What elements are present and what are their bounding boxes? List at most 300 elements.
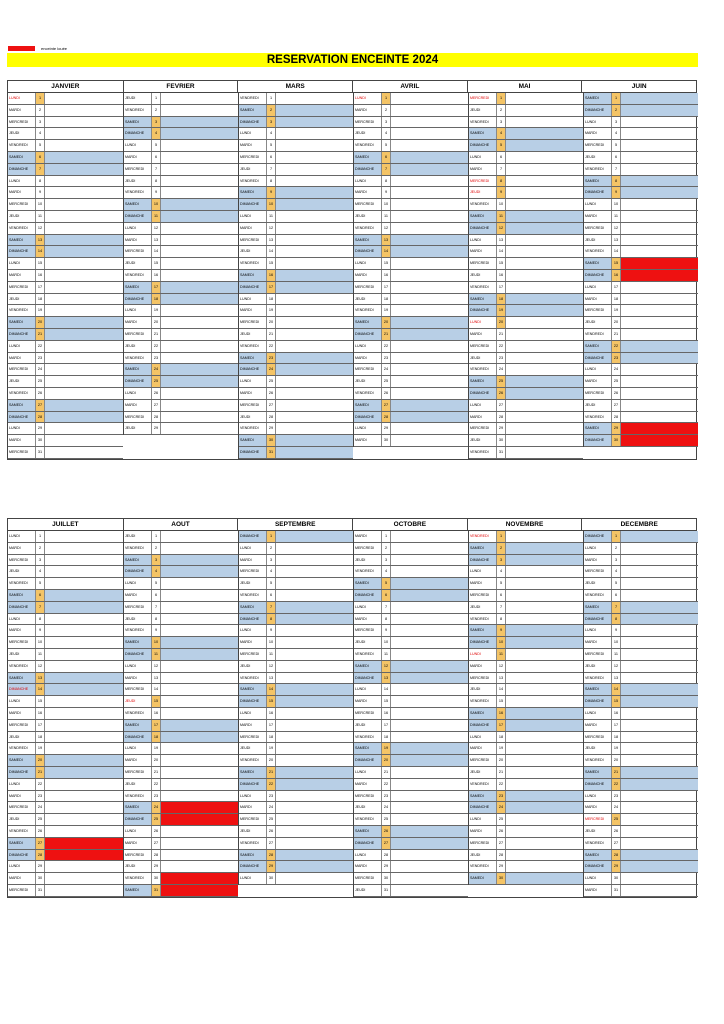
reservation-cell[interactable] xyxy=(506,543,583,554)
reservation-cell[interactable] xyxy=(45,105,123,116)
reservation-cell[interactable] xyxy=(506,743,583,754)
reservation-cell[interactable] xyxy=(391,435,468,446)
reservation-cell[interactable] xyxy=(391,755,468,766)
reservation-cell[interactable] xyxy=(391,388,468,399)
reservation-cell[interactable] xyxy=(621,590,698,601)
reservation-cell[interactable] xyxy=(161,176,238,187)
reservation-cell[interactable] xyxy=(506,364,583,375)
reservation-cell[interactable] xyxy=(276,341,353,352)
reservation-cell[interactable] xyxy=(276,838,353,849)
reservation-cell[interactable] xyxy=(621,791,698,802)
reservation-cell[interactable] xyxy=(276,317,353,328)
reservation-cell[interactable] xyxy=(391,649,468,660)
reservation-cell[interactable] xyxy=(276,566,353,577)
reservation-cell[interactable] xyxy=(621,93,698,104)
reservation-cell[interactable] xyxy=(45,566,123,577)
reservation-cell[interactable] xyxy=(276,282,353,293)
reservation-cell[interactable] xyxy=(391,873,468,884)
reservation-cell[interactable] xyxy=(161,885,238,896)
reservation-cell[interactable] xyxy=(45,684,123,695)
reservation-cell[interactable] xyxy=(161,199,238,210)
reservation-cell[interactable] xyxy=(276,555,353,566)
reservation-cell[interactable] xyxy=(621,743,698,754)
reservation-cell[interactable] xyxy=(45,211,123,222)
reservation-cell[interactable] xyxy=(161,412,238,423)
reservation-cell[interactable] xyxy=(45,294,123,305)
reservation-cell[interactable] xyxy=(45,353,123,364)
reservation-cell[interactable] xyxy=(276,637,353,648)
reservation-cell[interactable] xyxy=(161,364,238,375)
reservation-cell[interactable] xyxy=(276,353,353,364)
reservation-cell[interactable] xyxy=(276,152,353,163)
reservation-cell[interactable] xyxy=(621,885,698,896)
reservation-cell[interactable] xyxy=(45,767,123,778)
reservation-cell[interactable] xyxy=(391,720,468,731)
reservation-cell[interactable] xyxy=(506,199,583,210)
reservation-cell[interactable] xyxy=(161,578,238,589)
reservation-cell[interactable] xyxy=(161,732,238,743)
reservation-cell[interactable] xyxy=(391,341,468,352)
reservation-cell[interactable] xyxy=(506,732,583,743)
reservation-cell[interactable] xyxy=(621,602,698,613)
reservation-cell[interactable] xyxy=(506,531,583,542)
reservation-cell[interactable] xyxy=(276,873,353,884)
reservation-cell[interactable] xyxy=(161,708,238,719)
reservation-cell[interactable] xyxy=(276,199,353,210)
reservation-cell[interactable] xyxy=(276,720,353,731)
reservation-cell[interactable] xyxy=(621,117,698,128)
reservation-cell[interactable] xyxy=(391,258,468,269)
reservation-cell[interactable] xyxy=(276,400,353,411)
reservation-cell[interactable] xyxy=(161,555,238,566)
reservation-cell[interactable] xyxy=(45,826,123,837)
reservation-cell[interactable] xyxy=(276,294,353,305)
reservation-cell[interactable] xyxy=(506,779,583,790)
reservation-cell[interactable] xyxy=(391,767,468,778)
reservation-cell[interactable] xyxy=(45,400,123,411)
reservation-cell[interactable] xyxy=(506,282,583,293)
reservation-cell[interactable] xyxy=(621,400,698,411)
reservation-cell[interactable] xyxy=(506,767,583,778)
reservation-cell[interactable] xyxy=(391,732,468,743)
reservation-cell[interactable] xyxy=(276,661,353,672)
reservation-cell[interactable] xyxy=(276,826,353,837)
reservation-cell[interactable] xyxy=(161,341,238,352)
reservation-cell[interactable] xyxy=(506,211,583,222)
reservation-cell[interactable] xyxy=(506,838,583,849)
reservation-cell[interactable] xyxy=(276,223,353,234)
reservation-cell[interactable] xyxy=(276,578,353,589)
reservation-cell[interactable] xyxy=(276,696,353,707)
reservation-cell[interactable] xyxy=(161,187,238,198)
reservation-cell[interactable] xyxy=(276,164,353,175)
reservation-cell[interactable] xyxy=(621,873,698,884)
reservation-cell[interactable] xyxy=(391,353,468,364)
reservation-cell[interactable] xyxy=(276,861,353,872)
reservation-cell[interactable] xyxy=(391,246,468,257)
reservation-cell[interactable] xyxy=(621,555,698,566)
reservation-cell[interactable] xyxy=(391,305,468,316)
reservation-cell[interactable] xyxy=(45,223,123,234)
reservation-cell[interactable] xyxy=(506,187,583,198)
reservation-cell[interactable] xyxy=(45,258,123,269)
reservation-cell[interactable] xyxy=(276,412,353,423)
reservation-cell[interactable] xyxy=(506,376,583,387)
reservation-cell[interactable] xyxy=(276,614,353,625)
reservation-cell[interactable] xyxy=(506,412,583,423)
reservation-cell[interactable] xyxy=(506,341,583,352)
reservation-cell[interactable] xyxy=(391,826,468,837)
reservation-cell[interactable] xyxy=(161,826,238,837)
reservation-cell[interactable] xyxy=(391,223,468,234)
reservation-cell[interactable] xyxy=(161,873,238,884)
reservation-cell[interactable] xyxy=(391,117,468,128)
reservation-cell[interactable] xyxy=(45,531,123,542)
reservation-cell[interactable] xyxy=(506,637,583,648)
reservation-cell[interactable] xyxy=(621,329,698,340)
reservation-cell[interactable] xyxy=(391,602,468,613)
reservation-cell[interactable] xyxy=(161,696,238,707)
reservation-cell[interactable] xyxy=(45,329,123,340)
reservation-cell[interactable] xyxy=(161,673,238,684)
reservation-cell[interactable] xyxy=(161,294,238,305)
reservation-cell[interactable] xyxy=(45,447,123,458)
reservation-cell[interactable] xyxy=(391,637,468,648)
reservation-cell[interactable] xyxy=(506,246,583,257)
reservation-cell[interactable] xyxy=(391,814,468,825)
reservation-cell[interactable] xyxy=(161,282,238,293)
reservation-cell[interactable] xyxy=(506,270,583,281)
reservation-cell[interactable] xyxy=(161,720,238,731)
reservation-cell[interactable] xyxy=(391,673,468,684)
reservation-cell[interactable] xyxy=(45,364,123,375)
reservation-cell[interactable] xyxy=(506,850,583,861)
reservation-cell[interactable] xyxy=(621,128,698,139)
reservation-cell[interactable] xyxy=(506,305,583,316)
reservation-cell[interactable] xyxy=(621,164,698,175)
reservation-cell[interactable] xyxy=(276,673,353,684)
reservation-cell[interactable] xyxy=(506,317,583,328)
reservation-cell[interactable] xyxy=(45,673,123,684)
reservation-cell[interactable] xyxy=(45,625,123,636)
reservation-cell[interactable] xyxy=(506,602,583,613)
reservation-cell[interactable] xyxy=(276,376,353,387)
reservation-cell[interactable] xyxy=(45,755,123,766)
reservation-cell[interactable] xyxy=(161,767,238,778)
reservation-cell[interactable] xyxy=(391,578,468,589)
reservation-cell[interactable] xyxy=(276,684,353,695)
reservation-cell[interactable] xyxy=(276,779,353,790)
reservation-cell[interactable] xyxy=(45,614,123,625)
reservation-cell[interactable] xyxy=(621,625,698,636)
reservation-cell[interactable] xyxy=(276,258,353,269)
reservation-cell[interactable] xyxy=(45,861,123,872)
reservation-cell[interactable] xyxy=(45,423,123,434)
reservation-cell[interactable] xyxy=(161,400,238,411)
reservation-cell[interactable] xyxy=(506,128,583,139)
reservation-cell[interactable] xyxy=(161,802,238,813)
reservation-cell[interactable] xyxy=(391,329,468,340)
reservation-cell[interactable] xyxy=(506,152,583,163)
reservation-cell[interactable] xyxy=(161,649,238,660)
reservation-cell[interactable] xyxy=(621,637,698,648)
reservation-cell[interactable] xyxy=(621,696,698,707)
reservation-cell[interactable] xyxy=(621,152,698,163)
reservation-cell[interactable] xyxy=(161,850,238,861)
reservation-cell[interactable] xyxy=(621,187,698,198)
reservation-cell[interactable] xyxy=(391,152,468,163)
reservation-cell[interactable] xyxy=(506,791,583,802)
reservation-cell[interactable] xyxy=(506,861,583,872)
reservation-cell[interactable] xyxy=(391,861,468,872)
reservation-cell[interactable] xyxy=(506,684,583,695)
reservation-cell[interactable] xyxy=(391,128,468,139)
reservation-cell[interactable] xyxy=(621,779,698,790)
reservation-cell[interactable] xyxy=(391,743,468,754)
reservation-cell[interactable] xyxy=(506,720,583,731)
reservation-cell[interactable] xyxy=(45,555,123,566)
reservation-cell[interactable] xyxy=(621,543,698,554)
reservation-cell[interactable] xyxy=(506,258,583,269)
reservation-cell[interactable] xyxy=(45,649,123,660)
reservation-cell[interactable] xyxy=(276,93,353,104)
reservation-cell[interactable] xyxy=(621,105,698,116)
reservation-cell[interactable] xyxy=(161,117,238,128)
reservation-cell[interactable] xyxy=(621,235,698,246)
reservation-cell[interactable] xyxy=(161,305,238,316)
reservation-cell[interactable] xyxy=(45,708,123,719)
reservation-cell[interactable] xyxy=(45,341,123,352)
reservation-cell[interactable] xyxy=(506,590,583,601)
reservation-cell[interactable] xyxy=(506,614,583,625)
reservation-cell[interactable] xyxy=(391,885,468,896)
reservation-cell[interactable] xyxy=(506,802,583,813)
reservation-cell[interactable] xyxy=(621,435,698,446)
reservation-cell[interactable] xyxy=(161,779,238,790)
reservation-cell[interactable] xyxy=(506,435,583,446)
reservation-cell[interactable] xyxy=(276,802,353,813)
reservation-cell[interactable] xyxy=(506,826,583,837)
reservation-cell[interactable] xyxy=(45,543,123,554)
reservation-cell[interactable] xyxy=(506,353,583,364)
reservation-cell[interactable] xyxy=(276,187,353,198)
reservation-cell[interactable] xyxy=(161,211,238,222)
reservation-cell[interactable] xyxy=(276,649,353,660)
reservation-cell[interactable] xyxy=(276,708,353,719)
reservation-cell[interactable] xyxy=(161,590,238,601)
reservation-cell[interactable] xyxy=(621,270,698,281)
reservation-cell[interactable] xyxy=(621,199,698,210)
reservation-cell[interactable] xyxy=(45,779,123,790)
reservation-cell[interactable] xyxy=(621,364,698,375)
reservation-cell[interactable] xyxy=(45,732,123,743)
reservation-cell[interactable] xyxy=(161,235,238,246)
reservation-cell[interactable] xyxy=(391,187,468,198)
reservation-cell[interactable] xyxy=(621,341,698,352)
reservation-cell[interactable] xyxy=(45,152,123,163)
reservation-cell[interactable] xyxy=(45,791,123,802)
reservation-cell[interactable] xyxy=(161,246,238,257)
reservation-cell[interactable] xyxy=(161,684,238,695)
reservation-cell[interactable] xyxy=(391,164,468,175)
reservation-cell[interactable] xyxy=(506,708,583,719)
reservation-cell[interactable] xyxy=(161,164,238,175)
reservation-cell[interactable] xyxy=(161,625,238,636)
reservation-cell[interactable] xyxy=(506,661,583,672)
reservation-cell[interactable] xyxy=(621,282,698,293)
reservation-cell[interactable] xyxy=(391,376,468,387)
reservation-cell[interactable] xyxy=(506,555,583,566)
reservation-cell[interactable] xyxy=(506,140,583,151)
reservation-cell[interactable] xyxy=(391,400,468,411)
reservation-cell[interactable] xyxy=(391,661,468,672)
reservation-cell[interactable] xyxy=(161,223,238,234)
reservation-cell[interactable] xyxy=(45,578,123,589)
reservation-cell[interactable] xyxy=(506,223,583,234)
reservation-cell[interactable] xyxy=(161,270,238,281)
reservation-cell[interactable] xyxy=(276,140,353,151)
reservation-cell[interactable] xyxy=(621,708,698,719)
reservation-cell[interactable] xyxy=(161,329,238,340)
reservation-cell[interactable] xyxy=(391,294,468,305)
reservation-cell[interactable] xyxy=(45,814,123,825)
reservation-cell[interactable] xyxy=(506,294,583,305)
reservation-cell[interactable] xyxy=(276,791,353,802)
reservation-cell[interactable] xyxy=(161,152,238,163)
reservation-cell[interactable] xyxy=(45,317,123,328)
reservation-cell[interactable] xyxy=(45,388,123,399)
reservation-cell[interactable] xyxy=(45,187,123,198)
reservation-cell[interactable] xyxy=(161,791,238,802)
reservation-cell[interactable] xyxy=(45,282,123,293)
reservation-cell[interactable] xyxy=(391,590,468,601)
reservation-cell[interactable] xyxy=(276,388,353,399)
reservation-cell[interactable] xyxy=(621,412,698,423)
reservation-cell[interactable] xyxy=(161,531,238,542)
reservation-cell[interactable] xyxy=(45,176,123,187)
reservation-cell[interactable] xyxy=(621,566,698,577)
reservation-cell[interactable] xyxy=(161,566,238,577)
reservation-cell[interactable] xyxy=(621,684,698,695)
reservation-cell[interactable] xyxy=(621,661,698,672)
reservation-cell[interactable] xyxy=(391,317,468,328)
reservation-cell[interactable] xyxy=(621,305,698,316)
reservation-cell[interactable] xyxy=(621,294,698,305)
reservation-cell[interactable] xyxy=(391,105,468,116)
reservation-cell[interactable] xyxy=(161,861,238,872)
reservation-cell[interactable] xyxy=(506,696,583,707)
reservation-cell[interactable] xyxy=(391,531,468,542)
reservation-cell[interactable] xyxy=(161,755,238,766)
reservation-cell[interactable] xyxy=(276,364,353,375)
reservation-cell[interactable] xyxy=(506,649,583,660)
reservation-cell[interactable] xyxy=(161,637,238,648)
reservation-cell[interactable] xyxy=(391,282,468,293)
reservation-cell[interactable] xyxy=(506,673,583,684)
reservation-cell[interactable] xyxy=(391,555,468,566)
reservation-cell[interactable] xyxy=(276,531,353,542)
reservation-cell[interactable] xyxy=(391,791,468,802)
reservation-cell[interactable] xyxy=(621,353,698,364)
reservation-cell[interactable] xyxy=(276,447,353,458)
reservation-cell[interactable] xyxy=(276,755,353,766)
reservation-cell[interactable] xyxy=(391,93,468,104)
reservation-cell[interactable] xyxy=(161,661,238,672)
reservation-cell[interactable] xyxy=(391,802,468,813)
reservation-cell[interactable] xyxy=(391,779,468,790)
reservation-cell[interactable] xyxy=(621,802,698,813)
reservation-cell[interactable] xyxy=(276,329,353,340)
reservation-cell[interactable] xyxy=(45,885,123,896)
reservation-cell[interactable] xyxy=(621,388,698,399)
reservation-cell[interactable] xyxy=(45,376,123,387)
reservation-cell[interactable] xyxy=(391,684,468,695)
reservation-cell[interactable] xyxy=(45,305,123,316)
reservation-cell[interactable] xyxy=(276,235,353,246)
reservation-cell[interactable] xyxy=(45,140,123,151)
reservation-cell[interactable] xyxy=(45,199,123,210)
reservation-cell[interactable] xyxy=(161,543,238,554)
reservation-cell[interactable] xyxy=(161,317,238,328)
reservation-cell[interactable] xyxy=(621,838,698,849)
reservation-cell[interactable] xyxy=(45,743,123,754)
reservation-cell[interactable] xyxy=(161,128,238,139)
reservation-cell[interactable] xyxy=(161,140,238,151)
reservation-cell[interactable] xyxy=(391,412,468,423)
reservation-cell[interactable] xyxy=(276,128,353,139)
reservation-cell[interactable] xyxy=(391,176,468,187)
reservation-cell[interactable] xyxy=(621,755,698,766)
reservation-cell[interactable] xyxy=(621,850,698,861)
reservation-cell[interactable] xyxy=(276,105,353,116)
reservation-cell[interactable] xyxy=(506,755,583,766)
reservation-cell[interactable] xyxy=(621,578,698,589)
reservation-cell[interactable] xyxy=(161,743,238,754)
reservation-cell[interactable] xyxy=(276,176,353,187)
reservation-cell[interactable] xyxy=(391,199,468,210)
reservation-cell[interactable] xyxy=(45,661,123,672)
reservation-cell[interactable] xyxy=(391,543,468,554)
reservation-cell[interactable] xyxy=(506,105,583,116)
reservation-cell[interactable] xyxy=(161,614,238,625)
reservation-cell[interactable] xyxy=(621,826,698,837)
reservation-cell[interactable] xyxy=(276,850,353,861)
reservation-cell[interactable] xyxy=(161,838,238,849)
reservation-cell[interactable] xyxy=(45,270,123,281)
reservation-cell[interactable] xyxy=(161,105,238,116)
reservation-cell[interactable] xyxy=(391,140,468,151)
reservation-cell[interactable] xyxy=(276,590,353,601)
reservation-cell[interactable] xyxy=(391,625,468,636)
reservation-cell[interactable] xyxy=(45,435,123,446)
reservation-cell[interactable] xyxy=(621,223,698,234)
reservation-cell[interactable] xyxy=(276,270,353,281)
reservation-cell[interactable] xyxy=(161,814,238,825)
reservation-cell[interactable] xyxy=(621,649,698,660)
reservation-cell[interactable] xyxy=(506,93,583,104)
reservation-cell[interactable] xyxy=(506,117,583,128)
reservation-cell[interactable] xyxy=(276,246,353,257)
reservation-cell[interactable] xyxy=(506,400,583,411)
reservation-cell[interactable] xyxy=(276,211,353,222)
reservation-cell[interactable] xyxy=(161,388,238,399)
reservation-cell[interactable] xyxy=(621,317,698,328)
reservation-cell[interactable] xyxy=(276,767,353,778)
reservation-cell[interactable] xyxy=(506,447,583,458)
reservation-cell[interactable] xyxy=(161,376,238,387)
reservation-cell[interactable] xyxy=(506,235,583,246)
reservation-cell[interactable] xyxy=(45,838,123,849)
